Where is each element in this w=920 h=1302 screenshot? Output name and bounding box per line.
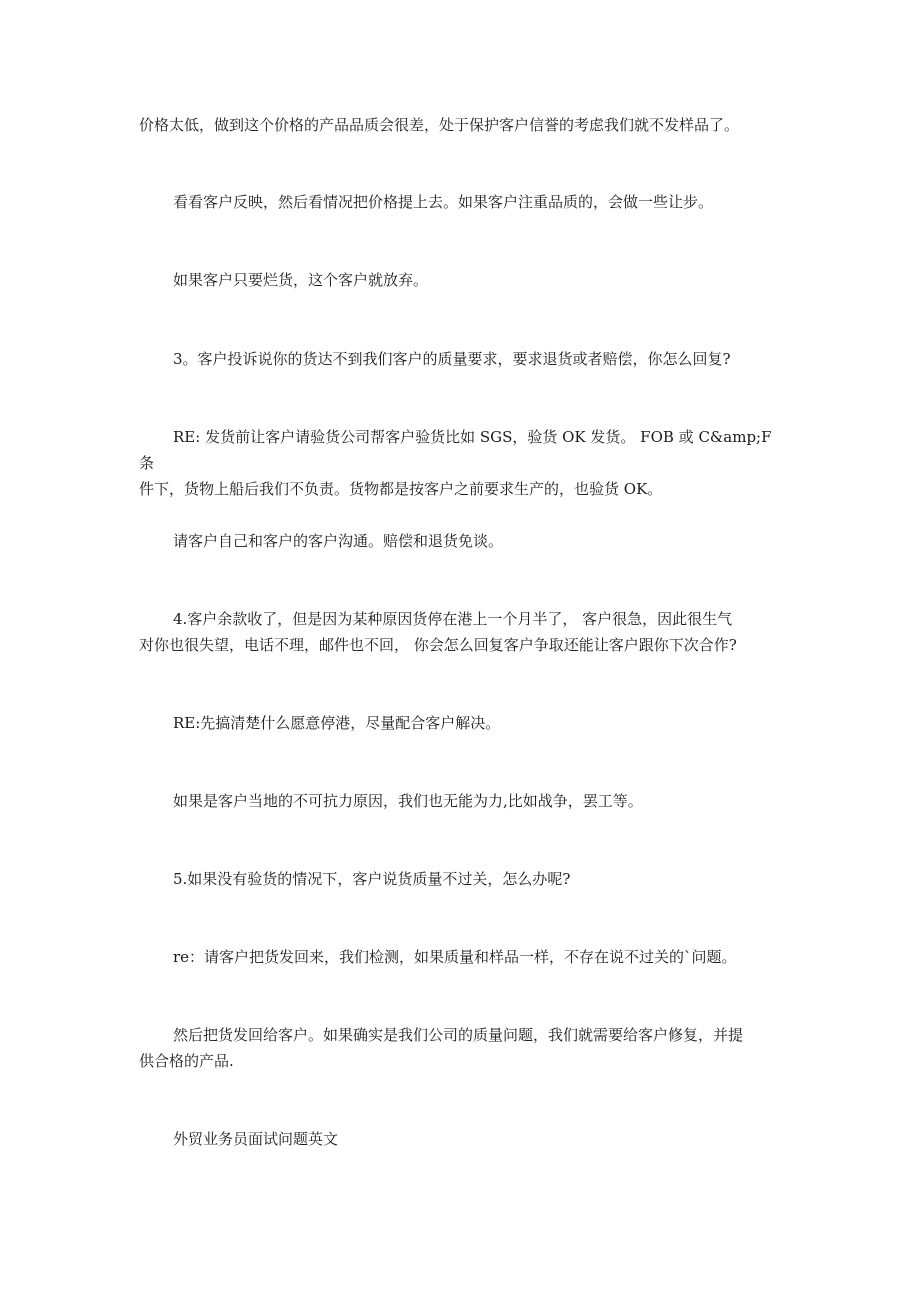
text-line: 外贸业务员面试问题英文 <box>173 1130 339 1148</box>
paragraph-12 <box>139 1022 784 1074</box>
text-line: 4.客户余款收了，但是因为某种原因货停在港上一个月半了， 客户很急，因此很生气 <box>173 610 733 628</box>
text-line: RE: 发货前让客户请验货公司帮客户验货比如 SGS，验货 OK 发货。 FOB 或 C&amp;F 条 <box>139 428 772 472</box>
paragraph-3 <box>139 267 784 293</box>
paragraph-11 <box>139 944 784 970</box>
text-line: 请客户自己和客户的客户沟通。赔偿和退货免谈。 <box>173 532 504 550</box>
text-line: 5.如果没有验货的情况下，客户说货质量不过关，怎么办呢? <box>173 870 571 888</box>
text-line: 看看客户反映，然后看情况把价格提上去。如果客户注重品质的，会做一些让步。 <box>173 193 714 211</box>
text-line: RE:先搞清楚什么愿意停港，尽量配合客户解决。 <box>173 714 501 732</box>
paragraph-7 <box>139 606 784 658</box>
paragraph-5 <box>139 424 784 502</box>
paragraph-4 <box>139 346 784 372</box>
text-line: 价格太低，做到这个价格的产品品质会很差，处于保护客户信誉的考虑我们就不发样品了。 <box>139 116 740 134</box>
paragraph-13 <box>139 1126 784 1152</box>
paragraph-8 <box>139 710 784 736</box>
paragraph-9 <box>139 788 784 814</box>
text-line: 如果客户只要烂货，这个客户就放弃。 <box>173 271 429 289</box>
text-line: 然后把货发回给客户。如果确实是我们公司的质量问题，我们就需要给客户修复，并提 <box>173 1026 744 1044</box>
text-line: 对你也很失望，电话不理，邮件也不回， 你会怎么回复客户争取还能让客户跟你下次合作? <box>139 636 737 654</box>
paragraph-1 <box>139 112 784 138</box>
paragraph-10 <box>139 866 784 892</box>
text-line: 3。客户投诉说你的货达不到我们客户的质量要求，要求退货或者赔偿，你怎么回复? <box>173 350 731 368</box>
text-line: 件下，货物上船后我们不负责。货物都是按客户之前要求生产的，也验货 OK。 <box>139 480 663 498</box>
paragraph-2 <box>139 189 784 215</box>
paragraph-6 <box>139 528 784 554</box>
text-line: re：请客户把货发回来，我们检测，如果质量和样品一样，不存在说不过关的`问题。 <box>173 948 737 966</box>
text-line: 供合格的产品. <box>139 1052 234 1070</box>
text-line: 如果是客户当地的不可抗力原因，我们也无能为力,比如战争，罢工等。 <box>173 792 643 810</box>
